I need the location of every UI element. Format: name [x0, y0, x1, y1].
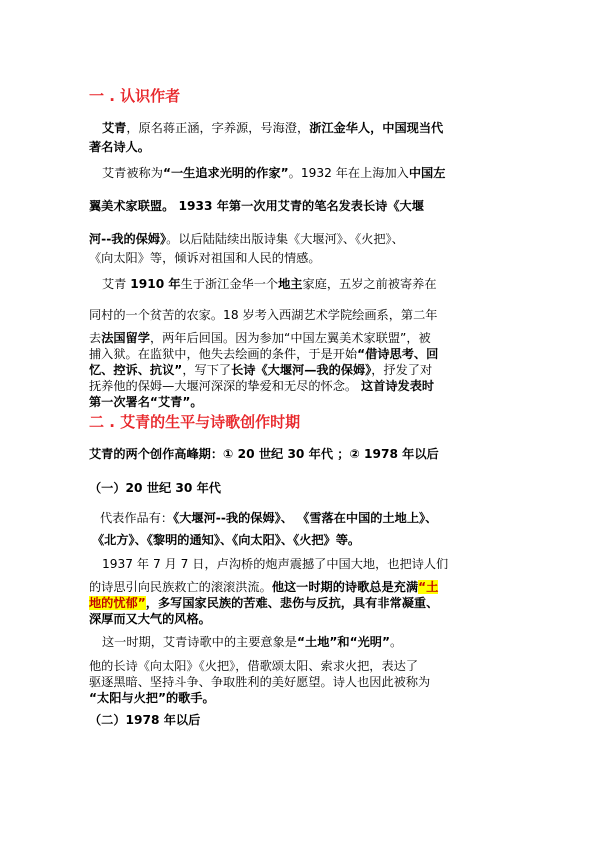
highlighted-text: 地的忧郁”: [89, 596, 146, 610]
para-imagery-line4: “太阳与火把”的歌手。: [89, 691, 215, 705]
text: 这一时期，艾青诗歌中的主要意象是: [102, 635, 297, 649]
para-bio-line7: 第一次署名“艾青”。: [89, 395, 203, 409]
text: ，抒发了对: [371, 363, 433, 377]
para-imagery-line1: [102, 634, 402, 650]
section2-heading: 二 . 艾青的生平与诗歌创作时期: [89, 413, 301, 431]
text-bold: “一生追求光明的作家”: [162, 166, 289, 180]
text: 家庭，五岁之前被寄养在: [302, 277, 437, 291]
text: 。1932 年在上海加入: [288, 166, 409, 180]
text: 代表作品有：: [100, 511, 174, 525]
text-bold: 法国留学: [101, 331, 150, 345]
text: ，原名蒋正涵，字养源，号海澄，: [126, 121, 310, 135]
para-bio-line5: [89, 362, 432, 378]
para-war-line2: [89, 579, 438, 595]
para-imagery-line2: 他的长诗《向太阳》《火把》，借歌颂太阳、索求火把，表达了: [89, 659, 419, 673]
text-bold: 《大堰河--我的保姆》、 《雪落在中国的土地上》、: [173, 511, 438, 525]
section1-heading: 一 . 认识作者: [89, 87, 181, 105]
subheading-1978: （二）1978 年以后: [89, 713, 201, 727]
text-bold: 忆、控诉、抗议”: [89, 363, 183, 377]
para-title-line4: 《向太阳》等，倾诉对祖国和人民的情感。: [89, 251, 321, 265]
text: 。以后陆陆续出版诗集《大堰河》、《火把》、: [166, 232, 404, 246]
para-bio-line2: 同村的一个贫苦的农家。18 岁考入西湖艺术学院绘画系，第二年: [89, 308, 438, 322]
text-bold: “借诗思考、回: [357, 347, 439, 361]
text: 生于浙江金华一个: [180, 277, 279, 291]
text: 抚养他的保姆—大堰河深深的挚爱和无尽的怀念。: [89, 379, 361, 393]
subheading-1930s: （一）20 世纪 30 年代: [89, 481, 221, 495]
text: 的诗思引向民族救亡的滚滚洪流。: [89, 580, 272, 594]
para-bio-line3: [89, 330, 431, 346]
para-war-line3: [89, 595, 438, 611]
para-war-line1: 1937 年 7 月 7 日，卢沟桥的炮声震撼了中国大地，也把诗人们: [102, 557, 449, 571]
text-bold: 长诗《大堰河—我的保姆》: [231, 363, 372, 377]
para-imagery-line3: 驱逐黑暗、坚持斗争、争取胜利的美好愿望。诗人也因此被称为: [89, 675, 431, 689]
text: 。: [389, 635, 403, 649]
para-title-line3: [89, 231, 404, 247]
para-bio-line4: [89, 346, 438, 362]
para-bio-line6: [89, 378, 434, 394]
works-line2: 《北方》、《黎明的通知》、《向太阳》、《火把》等。: [92, 533, 361, 547]
para-bio-line1: [102, 276, 437, 292]
para-title-line1: [102, 165, 445, 181]
text-bold: 1910 年: [130, 277, 181, 291]
text-bold: 河--我的保姆》: [89, 232, 167, 246]
para-war-line4: 深厚而又大气的风格。: [89, 612, 211, 626]
text: 艾青被称为: [102, 166, 163, 180]
text: 捕入狱。在监狱中，他失去绘画的条件，于是开始: [89, 347, 358, 361]
works-line1: [100, 510, 437, 526]
text: ，两年后回国。因为参加“中国左翼美术家联盟”，被: [149, 331, 431, 345]
creation-periods: 艾青的两个创作高峰期：① 20 世纪 30 年代 ；② 1978 年以后: [89, 447, 439, 461]
para-author-line1: [102, 120, 443, 136]
text-bold: 艾青: [102, 121, 127, 135]
para-title-line2: 翼美术家联盟。 1933 年第一次用艾青的笔名发表长诗《大堰: [89, 199, 424, 213]
text-bold: ，多写国家民族的苦难、悲伤与反抗，具有非常凝重、: [145, 596, 439, 610]
text-bold: 中国左: [408, 166, 446, 180]
text-bold: 地主: [278, 277, 303, 291]
text: ，写下了: [182, 363, 232, 377]
text-bold: 浙江金华人，中国现当代: [309, 121, 444, 135]
text-bold: 这首诗发表时: [361, 379, 435, 393]
text-bold: 他这一时期的诗歌总是充满: [271, 580, 419, 594]
text-bold: “土地”和“光明”: [297, 635, 390, 649]
text: 艾青: [102, 277, 131, 291]
para-author-line2: 著名诗人。: [89, 140, 150, 154]
highlighted-text: “土: [418, 580, 439, 594]
text: 去: [89, 331, 102, 345]
